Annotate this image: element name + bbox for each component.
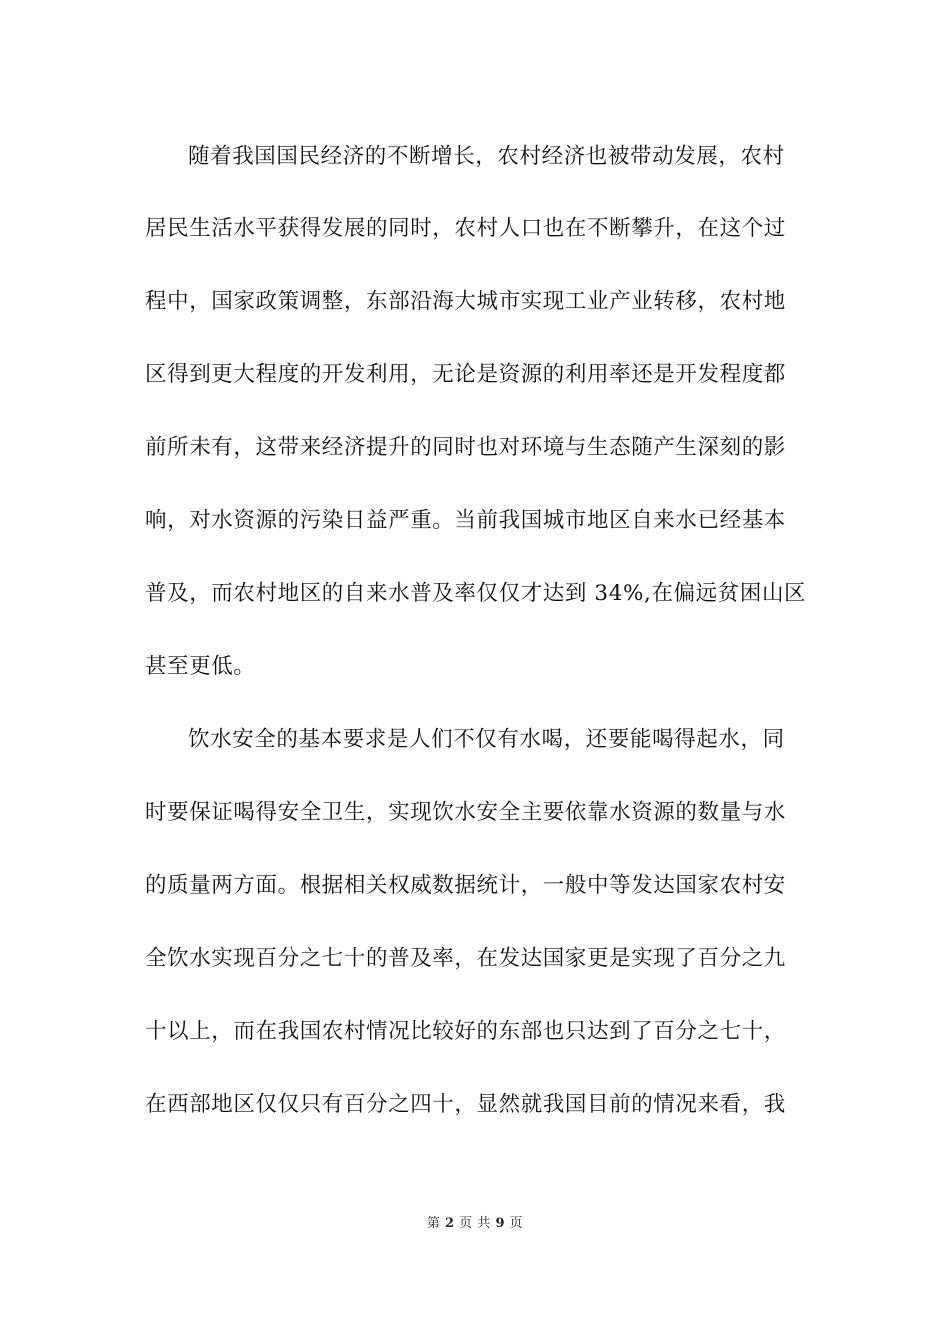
paragraph-1-line-6: 响，对水资源的污染日益严重。当前我国城市地区自来水已经基本 — [145, 508, 786, 533]
footer-suffix: 页 — [509, 1216, 524, 1231]
page-footer — [0, 1212, 950, 1231]
paragraph-2-line-1: 饮水安全的基本要求是人们不仅有水喝，还要能喝得起水，同 — [188, 727, 785, 752]
paragraph-1-line-4: 区得到更大程度的开发利用，无论是资源的利用率还是开发程度都 — [145, 362, 786, 387]
total-page-count: 9 — [495, 1216, 505, 1231]
paragraph-1-line-3: 程中，国家政策调整，东部沿海大城市实现工业产业转移，农村地 — [145, 289, 786, 314]
paragraph-1-line-5: 前所未有，这带来经济提升的同时也对环境与生态随产生深刻的影 — [145, 435, 786, 460]
paragraph-1-line-7: 普及，而农村地区的自来水普及率仅仅才达到 34%,在偏远贫困山区 — [145, 581, 807, 606]
footer-prefix: 第 — [426, 1216, 441, 1231]
paragraph-2-line-4: 全饮水实现百分之七十的普及率，在发达国家更是实现了百分之九 — [145, 946, 786, 971]
footer-middle: 页 共 — [459, 1216, 491, 1231]
paragraph-2-line-6: 在西部地区仅仅只有百分之四十，显然就我国目前的情况来看，我 — [145, 1092, 786, 1117]
current-page-number: 2 — [444, 1216, 455, 1231]
paragraph-2-line-5: 十以上，而在我国农村情况比较好的东部也只达到了百分之七十， — [145, 1019, 786, 1044]
paragraph-1-line-1: 随着我国国民经济的不断增长，农村经济也被带动发展，农村 — [188, 144, 785, 169]
paragraph-1-line-8: 甚至更低。 — [145, 654, 256, 679]
paragraph-1-line-2: 居民生活水平获得发展的同时，农村人口也在不断攀升，在这个过 — [145, 216, 786, 241]
paragraph-2-line-3: 的质量两方面。根据相关权威数据统计，一般中等发达国家农村安 — [145, 873, 786, 898]
paragraph-2-line-2: 时要保证喝得安全卫生，实现饮水安全主要依靠水资源的数量与水 — [145, 800, 786, 825]
